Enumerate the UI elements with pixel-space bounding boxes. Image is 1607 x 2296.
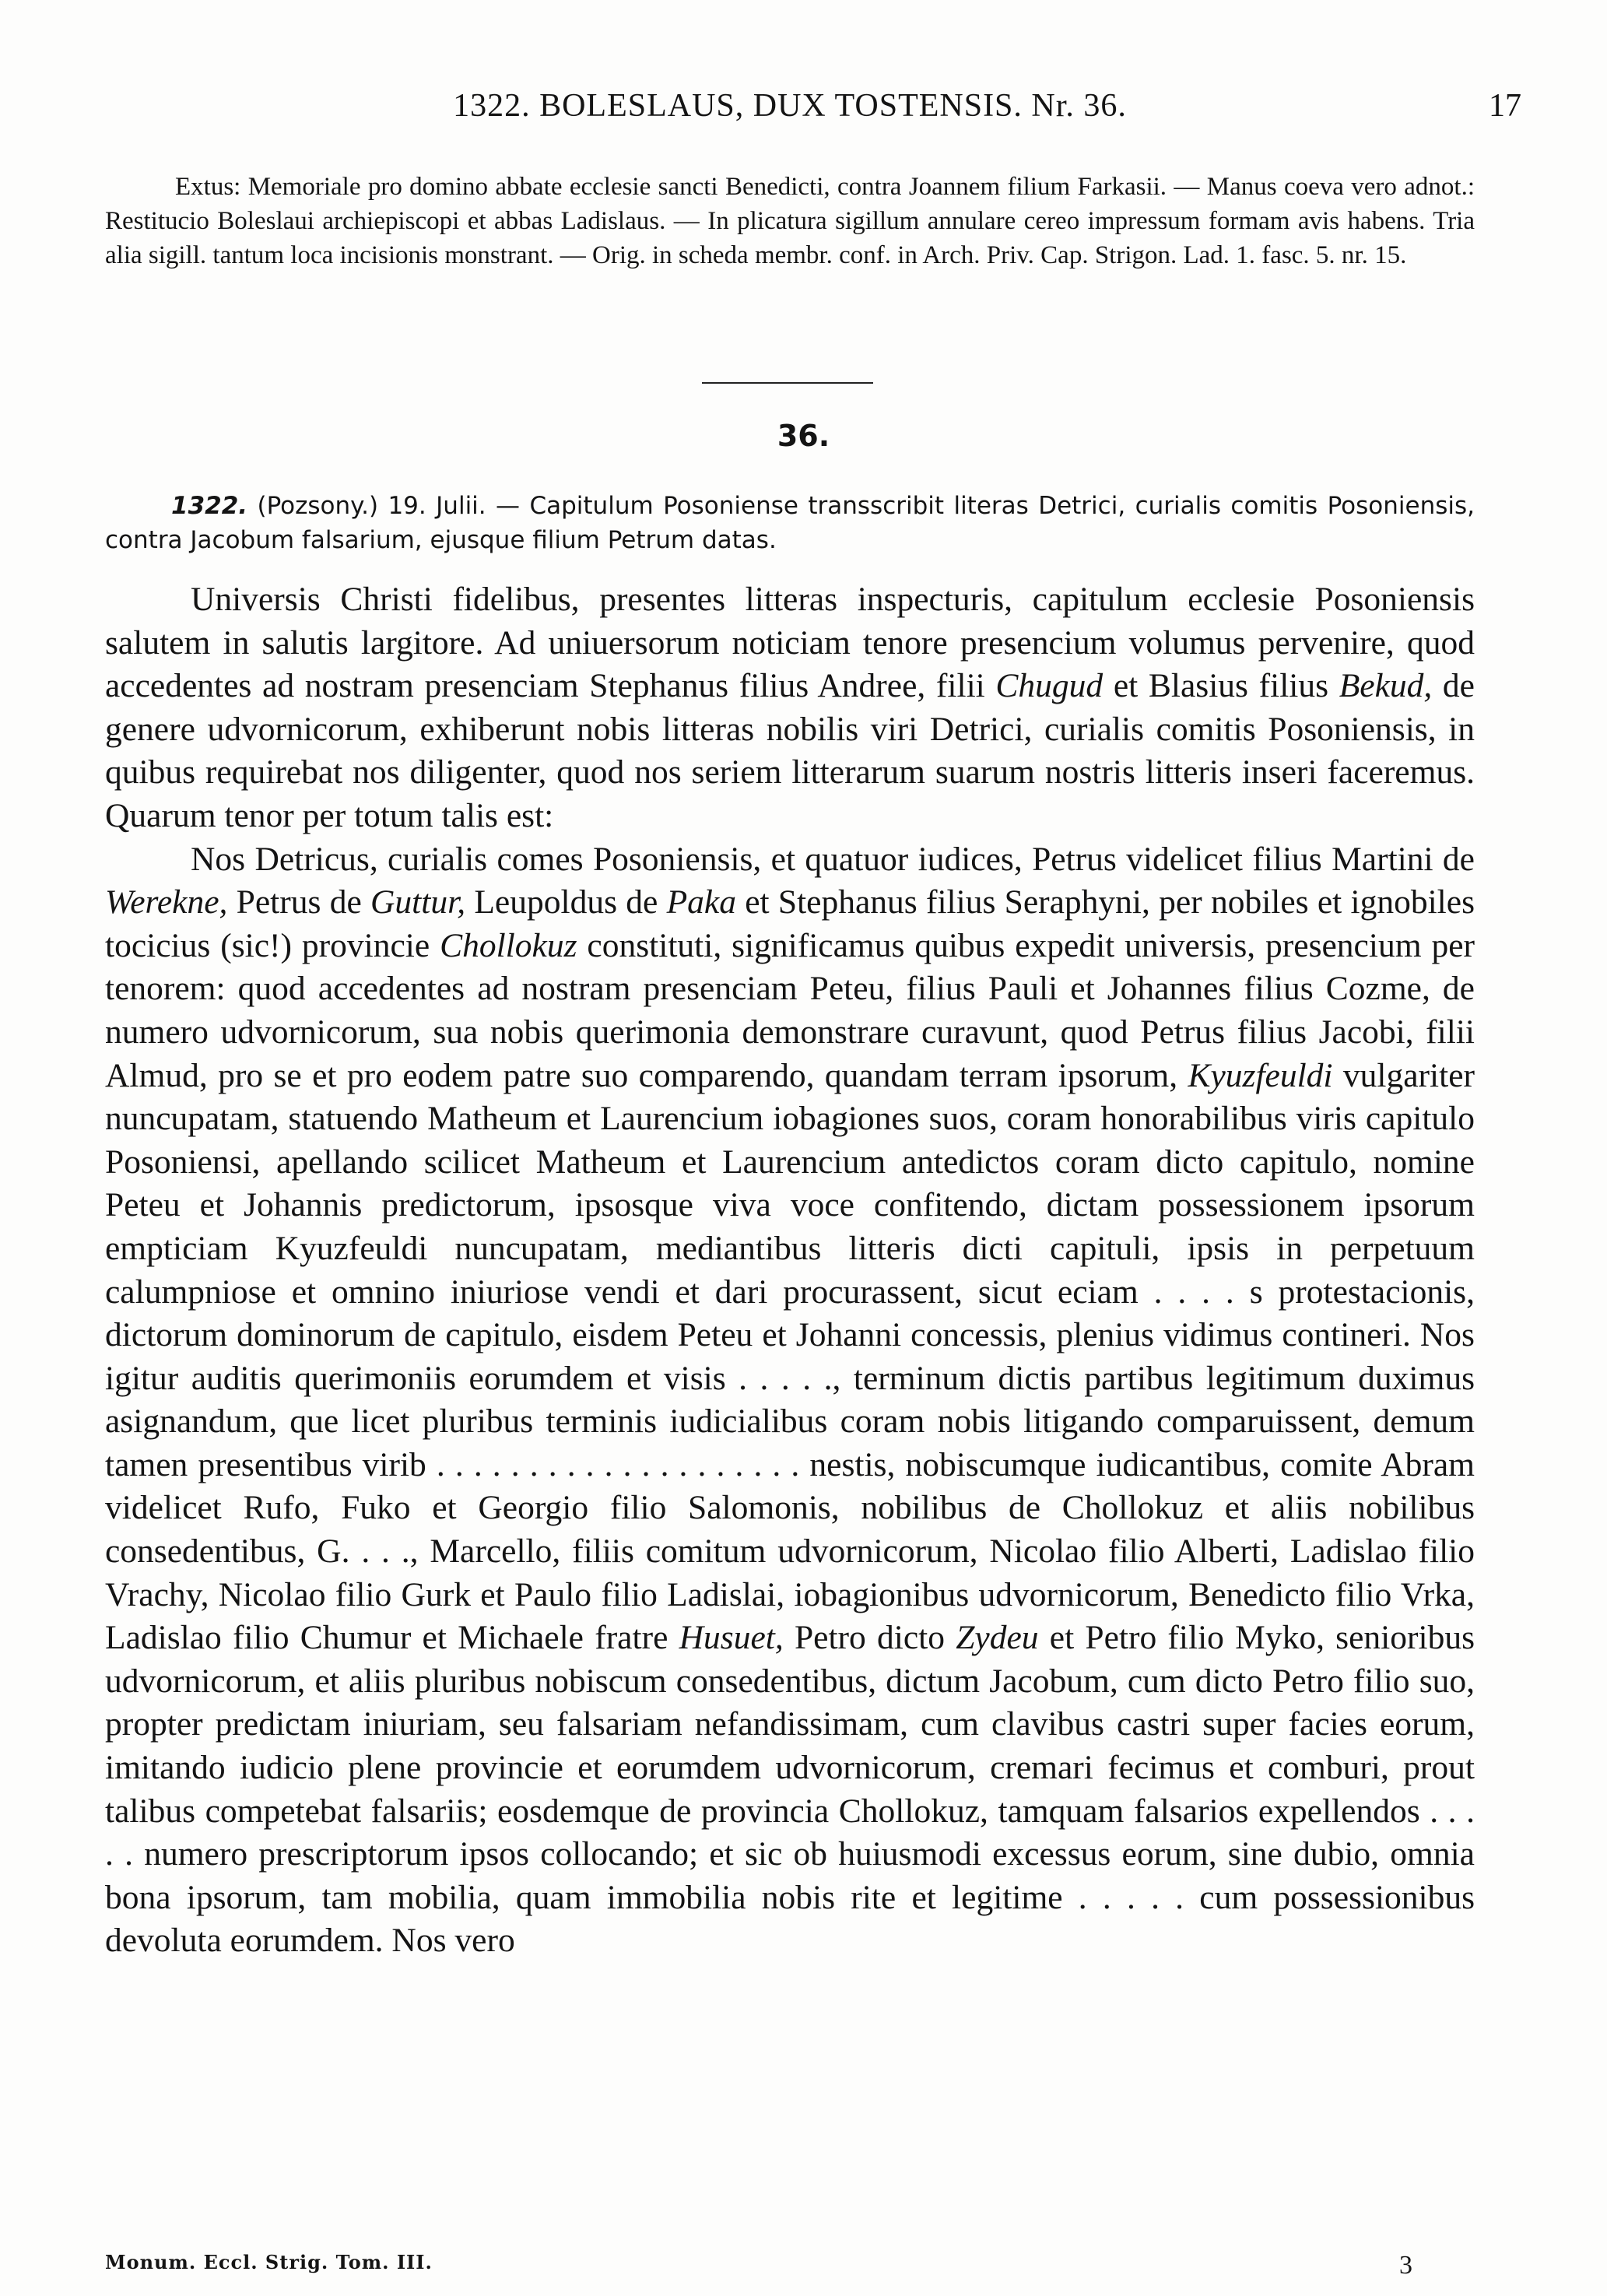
text-run: et Blasius filius xyxy=(1103,667,1339,705)
place-name: Bekud, xyxy=(1339,667,1433,705)
text-run: Petrus de xyxy=(227,883,371,922)
signature-mark: 3 xyxy=(1399,2251,1412,2280)
footer-signature: Monum. Eccl. Strig. Tom. III. xyxy=(105,2251,433,2273)
text-run: de genere udvornicorum, exhiberunt nobis litteras nobilis viri Detrici, curialis comitis Posoniensis, in quibus requirebat nos diligenter, quod nos seriem litterarum suarum nostris litteris inseri faceremus. Quarum tenor per totum talis est: xyxy=(105,667,1475,834)
paragraph-2 xyxy=(105,838,1475,1963)
document-number: 36. xyxy=(777,419,830,453)
text-run: et Stephanus filius Seraphyni, per nobiles et ignobiles tocicius (sic!) provincie xyxy=(105,883,1475,964)
source-note: Extus: Memoriale pro domino abbate ecclesie sancti Benedicti, contra Joannem filium Farkasii. — Manus coeva vero adnot.: Restitucio Boleslaui archiepiscopi et abbas Ladislaus. — In plicatura sigillum annulare cereo impressum formam avis habens. Tria alia sigill. tantum loca incisionis monstrant. — Orig. in scheda membr. conf. in Arch. Priv. Cap. Strigon. Lad. 1. fasc. 5. nr. 15. xyxy=(105,173,1475,269)
text-run: Nos Detricus, curialis comes Posoniensis, et quatuor iudices, Petrus videlicet filius Martini de xyxy=(191,840,1475,878)
place-name: Chollokuz xyxy=(440,926,577,964)
text-run: Leupoldus de xyxy=(465,883,667,922)
regest xyxy=(105,489,1475,557)
regest-text: (Pozsony.) 19. Julii. — Capitulum Posoniense transscribit literas Detrici, curialis comitis Posoniensis, contra Jacobum falsarium, ejusque filium Petrum datas. xyxy=(105,492,1475,554)
text-run: Universis Christi fidelibus, presentes litteras inspecturis, capitulum ecclesie Posoniensis salutem in salutis largitore. Ad uniuersorum noticiam tenore presencium volumus pervenire, quod accedentes ad nostram presenciam Stephanus filius Andree, filii xyxy=(105,581,1475,705)
paragraph-1 xyxy=(105,578,1475,838)
place-name: Zydeu xyxy=(956,1619,1039,1657)
place-name: Werekne, xyxy=(105,883,228,922)
place-name: Chugud xyxy=(995,667,1103,705)
regest-year: 1322. xyxy=(171,492,248,520)
text-run: et Petro filio Myko, senioribus udvornicorum, et aliis pluribus nobiscum consedentibus, dictum Jacobum, cum dicto Petro filio suo, propter predictam iniuriam, seu falsariam nefandissimam, cum clavibus castri super facies eorum, imitando iudicio plene provincie et eorumdem udvornicorum, cremari fecimus et comburi, prout talibus competebat falsariis; eosdemque de provincia Chollokuz, tamquam falsarios expellendos . . . . . numero prescriptorum ipsos collocando; et sic ob huiusmodi excessus eorum, sine dubio, omnia bona ipsorum, tam mobilia, quam immobilia nobis rite et legitime . . . . . cum possessionibus devoluta eorumdem. Nos vero xyxy=(105,1619,1475,1960)
text-run: vulgariter nuncupatam, statuendo Matheum et Laurencium iobagiones suos, coram honorabilibus viris capitulo Posoniensi, apellando scilicet Matheum et Laurencium antedictos coram dicto capitulo, nomine Peteu et Johannis predictorum, ipsosque viva voce confitendo, dictam possessionem ipsorum empticiam Kyuzfeuldi nuncupatam, mediantibus litteris dicti capituli, ipsis in perpetuum calumpniose et omnino iniuriose vendi et dari procurassent, sicut eciam . . . . s protestacionis, dictorum dominorum de capitulo, eisdem Peteu et Johanni concessis, plenius vidimus contineri. Nos igitur auditis querimoniis eorumdem et visis . . . . ., terminum dictis partibus legitimum duximus asignandum, que licet pluribus terminis iudicialibus coram nobis litigando comparuissent, demum tamen presentibus virib . . . . . . . . . . . . . . . . . . . . nestis, nobiscumque iudicantibus, comite Abram videlicet Rufo, Fuko et Georgio filio Salomonis, nobilibus de Chollokuz et aliis nobilibus consedentibus, G. . . ., Marcello, filiis comitum udvornicorum, Nicolao filio Alberti, Ladislao filio Vrachy, Nicolao filio Gurk et Paulo filio Ladislai, iobagionibus udvornicorum, Benedicto filio Vrka, Ladislao filio Chumur et Michaele fratre xyxy=(105,1056,1475,1657)
place-name: Guttur, xyxy=(370,883,466,922)
place-name: Kyuzfeuldi xyxy=(1188,1056,1333,1094)
text-run: constituti, significamus quibus expedit universis, presencium per tenorem: quod accedentes ad nostram presenciam Peteu, filius Pauli et Johannes filius Cozme, de numero udvornicorum, sua nobis querimonia demonstrare curavunt, quod Petrus filius Jacobi, filii Almud, pro se et pro eodem patre suo comparendo, quandam terram ipsorum, xyxy=(105,926,1475,1094)
running-head xyxy=(105,87,1521,134)
place-name: Paka xyxy=(666,883,736,922)
running-title: 1322. BOLESLAUS, DUX TOSTENSIS. Nr. 36. xyxy=(453,88,1127,124)
place-name: Husuet, xyxy=(679,1619,784,1657)
text-run: Petro dicto xyxy=(783,1619,956,1657)
page-number: 17 xyxy=(1489,88,1521,124)
charter-text xyxy=(105,578,1475,1963)
section-divider xyxy=(702,382,873,384)
page-footer xyxy=(105,2251,1475,2279)
